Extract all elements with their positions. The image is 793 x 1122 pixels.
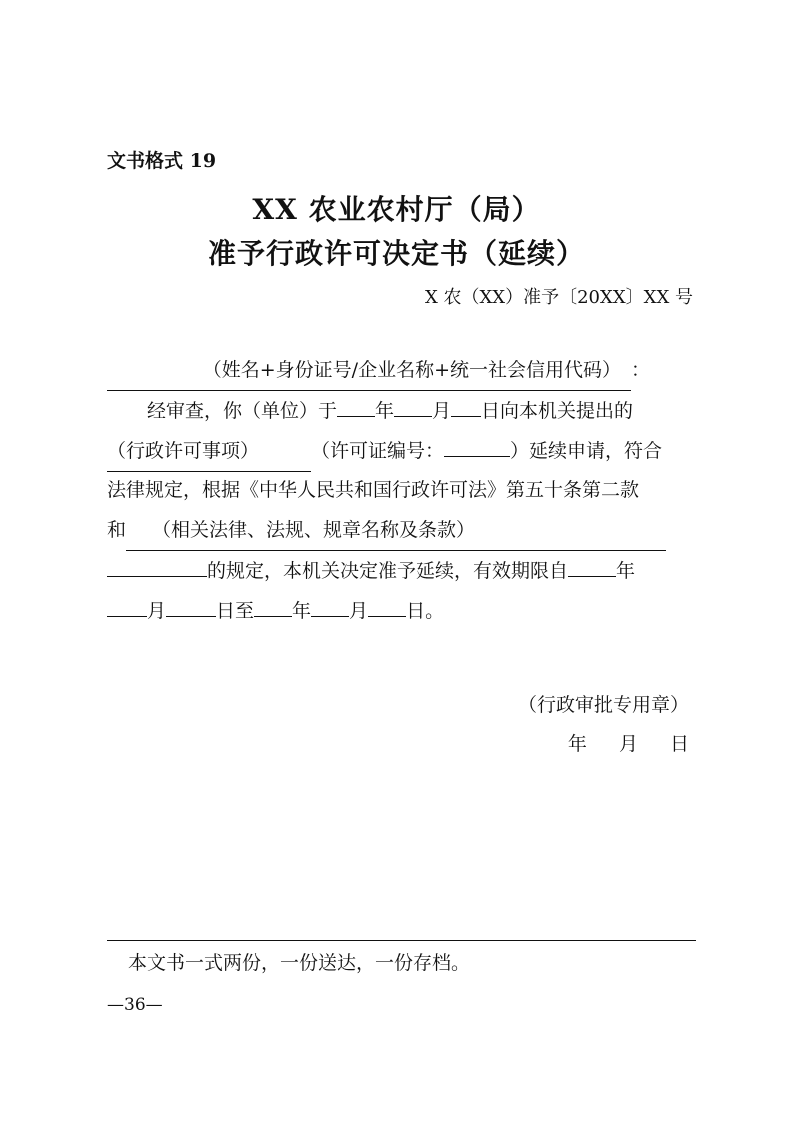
paragraph-line-3 [107,470,693,510]
end-month-blank [311,590,349,617]
title-agency: XX 农业农村厅（局） [252,193,541,226]
addressee-field: （姓名+身份证号/企业名称+统一社会信用代码） [107,350,631,391]
start-year-label: 年 [616,560,636,582]
day-blank [451,390,481,417]
end-month-label: 月 [349,600,369,622]
format-label: 文书格式 19 [107,150,217,172]
start-month-blank [107,590,147,617]
signature-date: 年 月 日 [567,733,689,755]
end-day-blank [368,590,406,617]
decision-text: 的规定，本机关决定准予延续，有效期限自 [207,560,569,582]
review-text: 经审查，你（单位）于 [147,400,338,422]
paragraph-line-5 [107,550,693,590]
month-blank [394,390,432,417]
legal-basis-text: 法律规定，根据《中华人民共和国行政许可法》第五十条第二款 [107,479,640,501]
footer-note: 本文书一式两份，一份送达，一份存档。 [128,952,471,974]
submit-text: 日向本机关提出的 [481,400,634,422]
laws-continuation-blank [107,550,207,577]
year-blank [337,390,375,417]
renewal-text: ）延续申请，符合 [510,440,663,462]
start-day-blank [166,590,216,617]
permit-number-label: （许可证编号： [311,440,445,462]
permit-number-blank [444,430,510,457]
day-to-label: 日至 [216,600,255,622]
related-laws-field: （相关法律、法规、规章名称及条款） [126,510,666,551]
end-day-label: 日。 [406,600,445,622]
month-label: 月 [432,400,452,422]
document-number: X 农（XX）准予〔20XX〕XX 号 [424,287,693,308]
and-text: 和 [107,519,127,541]
end-year-blank [254,590,292,617]
paragraph-line-2 [107,430,693,470]
addressee-colon: ： [631,359,651,381]
permit-item-field: （行政许可事项） [107,431,311,472]
title-document: 准予行政许可决定书（延续） [207,237,585,270]
start-month-label: 月 [147,600,167,622]
paragraph-line-1 [107,390,693,430]
year-label: 年 [375,400,395,422]
paragraph-line-4 [107,510,693,550]
end-year-label: 年 [292,600,312,622]
addressee-line [107,350,693,390]
page-number: —36— [107,995,163,1015]
official-seal-label: （行政审批专用章） [517,694,689,716]
start-year-blank [568,550,616,577]
paragraph-line-6 [107,590,693,630]
footer-divider [107,940,696,941]
